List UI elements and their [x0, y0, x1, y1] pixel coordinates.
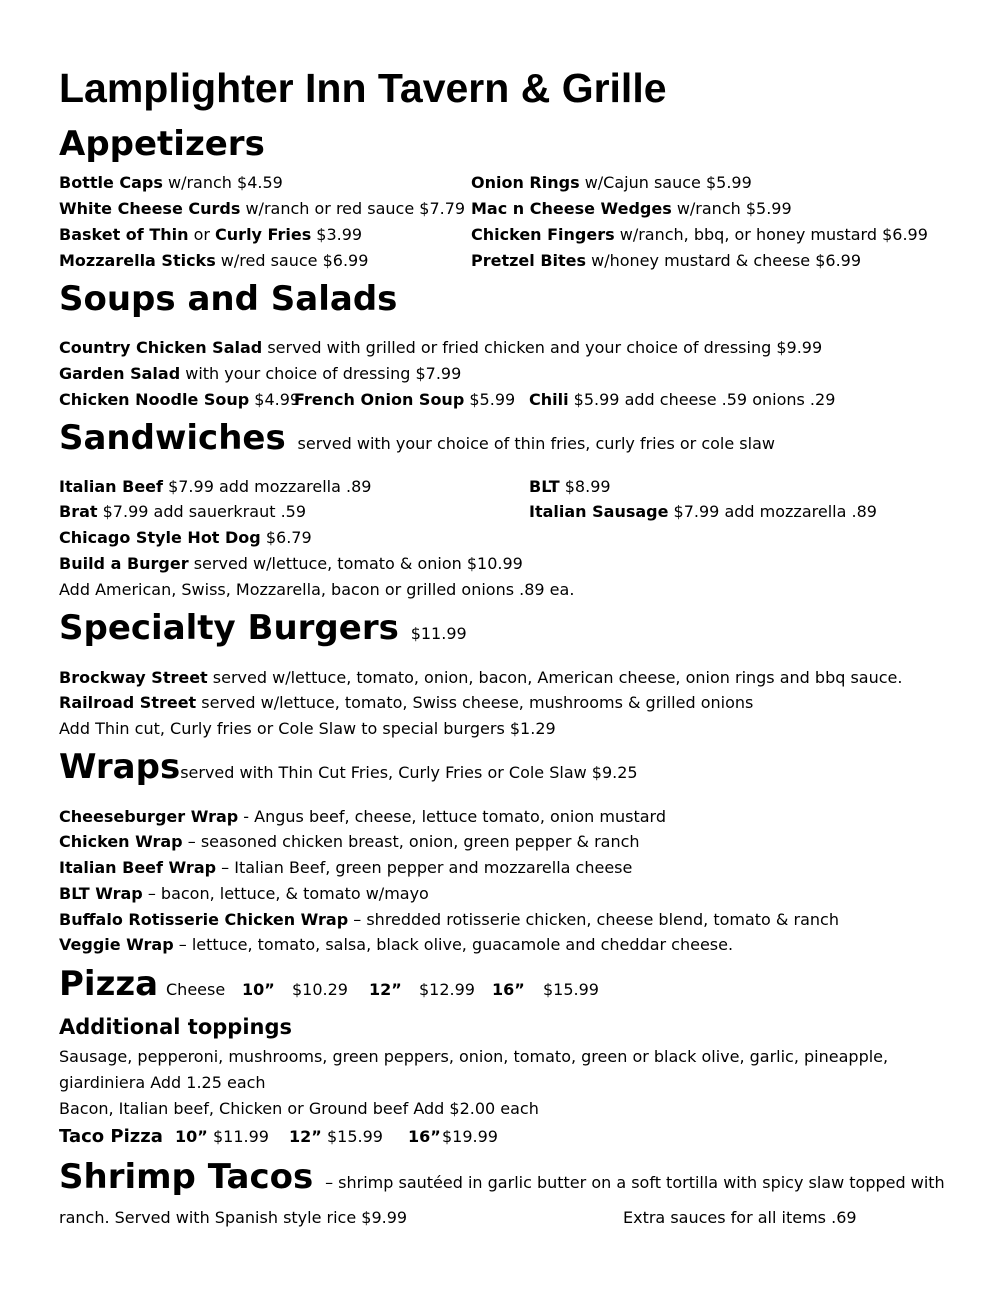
wrap-name: Cheeseburger Wrap	[59, 807, 239, 826]
sandwich-name: Build a Burger	[59, 554, 189, 573]
toppings-heading: Additional toppings	[59, 1015, 293, 1039]
sandwiches-title: Sandwiches	[59, 418, 286, 458]
pizza-size: 12”	[369, 980, 402, 999]
soup-item	[529, 390, 835, 410]
burger-name: Railroad Street	[59, 693, 197, 712]
restaurant-title: Lamplighter Inn Tavern & Grille	[59, 65, 667, 111]
appetizer-item	[471, 225, 928, 245]
toppings-text: Bacon, Italian beef, Chicken or Ground beef Add $2.00 each	[59, 1099, 539, 1118]
pizza-size: 10”	[242, 980, 275, 999]
wraps-subheading: served with Thin Cut Fries, Curly Fries or Cole Slaw $9.25	[180, 763, 638, 782]
wrap-desc: – shredded rotisserie chicken, cheese blend, tomato & ranch	[348, 910, 839, 929]
wrap-item	[59, 935, 733, 955]
appetizer-item	[59, 251, 368, 271]
appetizer-desc: w/ranch $5.99	[671, 199, 792, 218]
soups-heading: Soups and Salads	[59, 279, 398, 319]
sandwich-item	[59, 477, 371, 497]
pizza-price: $10.29	[292, 980, 348, 999]
salad-desc: with your choice of dressing $7.99	[180, 364, 462, 383]
wrap-name: BLT Wrap	[59, 884, 143, 903]
toppings-text: giardiniera Add 1.25 each	[59, 1073, 266, 1092]
appetizer-name: Mozzarella Sticks	[59, 251, 216, 270]
sandwich-desc: $7.99 add sauerkraut .59	[97, 502, 307, 521]
appetizer-name: Bottle Caps	[59, 173, 163, 192]
wraps-title: Wraps	[59, 747, 181, 787]
pizza-price: $15.99	[543, 980, 599, 999]
salad-desc: served with grilled or fried chicken and your choice of dressing $9.99	[262, 338, 823, 357]
appetizer-name: Basket of Thin	[59, 225, 189, 244]
tacos-heading	[59, 1157, 945, 1203]
taco-pizza-size: 16”	[408, 1127, 441, 1146]
wrap-desc: – lettuce, tomato, salsa, black olive, guacamole and cheddar cheese.	[173, 935, 734, 954]
appetizer-name: Chicken Fingers	[471, 225, 615, 244]
wraps-heading	[59, 747, 638, 793]
taco-pizza-price: $15.99	[327, 1127, 383, 1146]
soup-price: $5.99	[464, 390, 516, 409]
soup-price: $5.99 add cheese .59 onions .29	[568, 390, 836, 409]
burger-item	[59, 668, 902, 688]
appetizer-name: Mac n Cheese Wedges	[471, 199, 672, 218]
soup-item	[294, 390, 515, 410]
appetizer-connector: or	[188, 225, 216, 244]
salad-item	[59, 338, 822, 358]
specialty-title: Specialty Burgers	[59, 608, 399, 648]
wrap-item	[59, 884, 429, 904]
appetizers-heading: Appetizers	[59, 124, 265, 164]
salad-name: Garden Salad	[59, 364, 181, 383]
appetizer-name: White Cheese Curds	[59, 199, 241, 218]
soup-name: Chili	[529, 390, 569, 409]
wrap-name: Buffalo Rotisserie Chicken Wrap	[59, 910, 349, 929]
appetizer-item	[471, 199, 792, 219]
appetizer-name: Pretzel Bites	[471, 251, 587, 270]
burger-desc: served w/lettuce, tomato, Swiss cheese, mushrooms & grilled onions	[196, 693, 754, 712]
appetizer-desc: w/ranch or red sauce $7.79	[240, 199, 466, 218]
burger-name: Brockway Street	[59, 668, 208, 687]
sandwich-desc: $6.79	[260, 528, 312, 547]
soup-name: French Onion Soup	[294, 390, 465, 409]
sandwich-item	[529, 477, 611, 497]
sandwiches-heading	[59, 418, 775, 464]
sandwich-item	[529, 502, 877, 522]
appetizer-item	[59, 173, 283, 193]
pizza-heading: Pizza	[59, 964, 159, 1004]
sandwich-item	[59, 554, 523, 574]
burger-desc: served w/lettuce, tomato, onion, bacon, American cheese, onion rings and bbq sauce.	[207, 668, 903, 687]
pizza-cheese-label: Cheese	[166, 980, 226, 999]
burger-item	[59, 693, 753, 713]
salad-item	[59, 364, 461, 384]
taco-pizza-price: $19.99	[442, 1127, 498, 1146]
sandwich-desc: $7.99 add mozzarella .89	[668, 502, 877, 521]
sandwich-item	[59, 502, 306, 522]
sandwich-name: Brat	[59, 502, 98, 521]
burger-addon: Add Thin cut, Curly fries or Cole Slaw to special burgers $1.29	[59, 719, 556, 738]
sandwich-addons: Add American, Swiss, Mozzarella, bacon or grilled onions .89 ea.	[59, 580, 575, 599]
tacos-desc-continued: ranch. Served with Spanish style rice $9.99	[59, 1208, 408, 1227]
pizza-price: $12.99	[419, 980, 475, 999]
wrap-desc: - Angus beef, cheese, lettuce tomato, onion mustard	[238, 807, 666, 826]
appetizer-name: Onion Rings	[471, 173, 580, 192]
sandwich-desc: served w/lettuce, tomato & onion $10.99	[188, 554, 523, 573]
sandwich-desc: $8.99	[559, 477, 611, 496]
soup-price: $4.99	[249, 390, 301, 409]
wrap-item	[59, 910, 839, 930]
taco-pizza-size: 10”	[175, 1127, 208, 1146]
soup-item	[59, 390, 300, 410]
appetizer-item	[59, 225, 362, 245]
wrap-name: Italian Beef Wrap	[59, 858, 217, 877]
wrap-desc: – bacon, lettuce, & tomato w/mayo	[142, 884, 429, 903]
tacos-title: Shrimp Tacos	[59, 1157, 314, 1197]
appetizer-desc: w/honey mustard & cheese $6.99	[586, 251, 862, 270]
wrap-item	[59, 858, 632, 878]
appetizer-item	[471, 173, 752, 193]
taco-pizza-price: $11.99	[213, 1127, 269, 1146]
appetizer-name: Curly Fries	[215, 225, 312, 244]
wrap-item	[59, 832, 640, 852]
appetizer-item	[471, 251, 861, 271]
sandwich-name: Italian Beef	[59, 477, 163, 496]
sandwiches-subheading: served with your choice of thin fries, curly fries or cole slaw	[297, 434, 775, 453]
wrap-desc: – Italian Beef, green pepper and mozzarella cheese	[216, 858, 633, 877]
appetizer-item	[59, 199, 465, 219]
sandwich-desc: $7.99 add mozzarella .89	[162, 477, 372, 496]
sandwich-item	[59, 528, 312, 548]
sandwich-name: Italian Sausage	[529, 502, 669, 521]
taco-pizza-size: 12”	[289, 1127, 322, 1146]
appetizer-desc: w/red sauce $6.99	[215, 251, 369, 270]
specialty-price: $11.99	[410, 624, 467, 643]
sandwich-name: BLT	[529, 477, 560, 496]
appetizer-desc: w/ranch, bbq, or honey mustard $6.99	[614, 225, 928, 244]
specialty-heading	[59, 608, 467, 654]
wrap-name: Chicken Wrap	[59, 832, 183, 851]
tacos-desc: – shrimp sautéed in garlic butter on a soft tortilla with spicy slaw topped with	[325, 1173, 945, 1192]
soup-name: Chicken Noodle Soup	[59, 390, 250, 409]
appetizer-desc: w/ranch $4.59	[162, 173, 283, 192]
appetizer-desc: $3.99	[311, 225, 363, 244]
taco-pizza-name: Taco Pizza	[59, 1126, 163, 1147]
wrap-desc: – seasoned chicken breast, onion, green pepper & ranch	[182, 832, 640, 851]
extra-sauces-note: Extra sauces for all items .69	[623, 1208, 857, 1227]
wrap-item	[59, 807, 666, 827]
toppings-text: Sausage, pepperoni, mushrooms, green peppers, onion, tomato, green or black olive, garlic, pineapple,	[59, 1047, 889, 1066]
salad-name: Country Chicken Salad	[59, 338, 263, 357]
appetizer-desc: w/Cajun sauce $5.99	[579, 173, 752, 192]
sandwich-name: Chicago Style Hot Dog	[59, 528, 261, 547]
pizza-size: 16”	[492, 980, 525, 999]
wrap-name: Veggie Wrap	[59, 935, 174, 954]
